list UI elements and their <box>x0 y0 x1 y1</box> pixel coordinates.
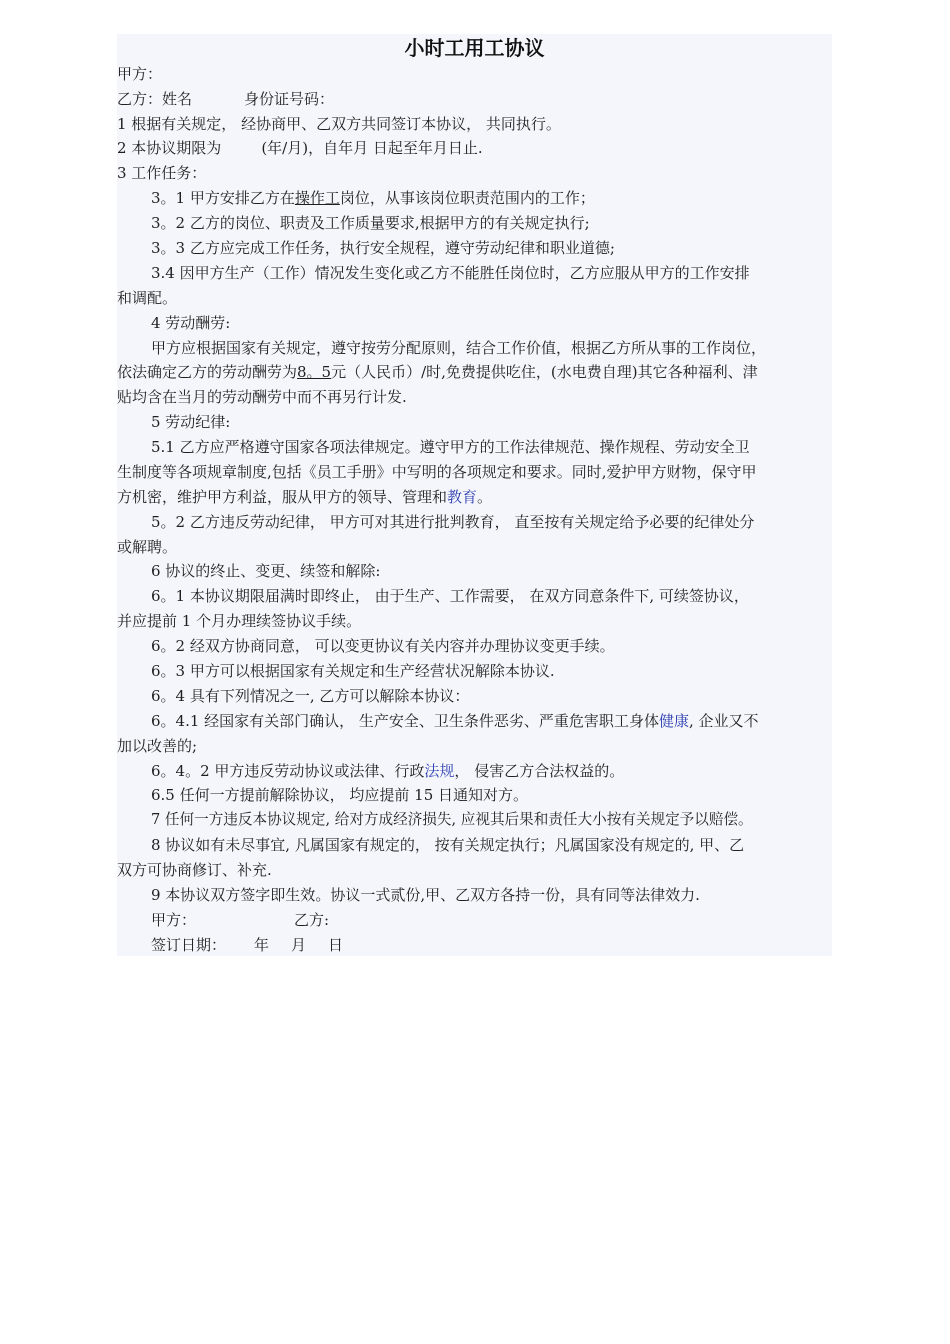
party-b-id-label: 身份证号码： <box>244 90 335 108</box>
regulations-link[interactable]: 法规 <box>424 762 455 780</box>
clause-6-3: 6。3 甲方可以根据国家有关规定和生产经营状况解除本协议. <box>151 662 555 680</box>
clause-3-1-text-a: 3。1 甲方安排乙方在 <box>151 189 295 207</box>
health-link[interactable]: 健康 <box>658 712 689 730</box>
clause-2 <box>117 138 483 158</box>
hourly-wage: 8。5 <box>297 363 332 381</box>
clause-5-2-line1: 5。2 乙方违反劳动纪律， 甲方可对其进行批判教育， 直至按有关规定给予必要的纪律处分 <box>151 513 755 531</box>
signing-date-label: 签订日期： <box>151 936 227 954</box>
clause-8-line1: 8 协议如有未尽事宜, 凡属国家有规定的， 按有关规定执行；凡属国家没有规定的, 甲、乙 <box>151 836 745 854</box>
party-b-name-label: 乙方：姓名 <box>117 90 193 108</box>
clause-6-4-1-a: 6。4.1 经国家有关部门确认， 生产安全、卫生条件恶劣、严重危害职工身体 <box>151 712 659 730</box>
clause-3-2: 3。2 乙方的岗位、职责及工作质量要求,根据甲方的有关规定执行; <box>151 214 590 232</box>
signing-date-line <box>151 935 343 955</box>
clause-5-1-line3-b: 。 <box>477 488 493 506</box>
clause-6-1-line1: 6。1 本协议期限届满时即终止， 由于生产、工作需要， 在双方同意条件下, 可续签协议， <box>151 587 749 605</box>
clause-4-line1: 甲方应根据国家有关规定，遵守按劳分配原则，结合工作价值，根据乙方所从事的工作岗位， <box>151 339 767 357</box>
date-day-label: 日 <box>328 936 344 954</box>
clause-5-2-line2: 或解聘。 <box>117 538 178 556</box>
clause-9: 9 本协议双方签字即生效。协议一式贰份,甲、乙双方各持一份，具有同等法律效力. <box>151 886 700 904</box>
document-title: 小时工用工协议 <box>404 36 545 60</box>
clause-3-3: 3。3 乙方应完成工作任务，执行安全规程，遵守劳动纪律和职业道德; <box>151 239 615 257</box>
clause-6-1-line2: 并应提前 1 个月办理续签协议手续。 <box>117 612 362 630</box>
clause-5-1-line3-a: 方机密，维护甲方利益，服从甲方的领导、管理和 <box>117 488 448 506</box>
clause-4-title: 4 劳动酬劳: <box>151 314 231 332</box>
clause-4-line3: 贴均含在当月的劳动酬劳中而不再另行计发. <box>117 388 407 406</box>
clause-6-4-1-line2: 加以改善的; <box>117 737 198 755</box>
clause-4-line2-a: 依法确定乙方的劳动酬劳为 <box>117 363 298 381</box>
clause-7: 7 任何一方违反本协议规定, 给对方成经济损失, 应视其后果和责任大小按有关规定予以赔偿。 <box>151 811 753 828</box>
clause-6-5: 6.5 任何一方提前解除协议， 均应提前 15 日通知对方。 <box>151 786 529 804</box>
date-month-label: 月 <box>291 936 307 954</box>
clause-5-1-line2: 生制度等各项规章制度,包括《员工手册》中写明的各项规定和要求。同时,爱护甲方财物，保守甲 <box>117 463 757 481</box>
clause-4-line2 <box>117 362 758 382</box>
clause-4-line2-b: 元（人民币）/时,免费提供吃住，(水电费自理)其它各种福利、津 <box>331 363 758 381</box>
clause-3-1-position: 操作工 <box>294 189 340 207</box>
signature-line <box>151 910 329 930</box>
clause-8-line2: 双方可协商修订、补充. <box>117 861 272 879</box>
agreement-document <box>117 34 832 956</box>
clause-2-right: (年/月)，自年月 日起至年月日止. <box>261 139 483 157</box>
clause-6-4-2 <box>151 761 624 781</box>
clause-3-title: 3 工作任务： <box>117 164 207 182</box>
party-a-signature-label: 甲方： <box>151 911 197 929</box>
clause-6-4-1-b: , 企业又不 <box>688 712 759 730</box>
party-b-line <box>117 89 334 109</box>
clause-6-title: 6 协议的终止、变更、续签和解除: <box>151 562 381 580</box>
clause-5-1-line3 <box>117 487 492 507</box>
party-b-signature-label: 乙方: <box>294 911 330 929</box>
clause-6-4-2-b: ， 侵害乙方合法权益的。 <box>454 762 625 780</box>
clause-3-4-line1: 3.4 因甲方生产（工作）情况发生变化或乙方不能胜任岗位时，乙方应服从甲方的工作安排 <box>151 264 750 282</box>
clause-5-1-line1: 5.1 乙方应严格遵守国家各项法律规定。遵守甲方的工作法律规范、操作规程、劳动安全卫 <box>151 438 750 456</box>
clause-3-1-text-b: 岗位，从事该岗位职责范围内的工作； <box>339 189 595 207</box>
clause-6-2: 6。2 经双方协商同意， 可以变更协议有关内容并办理协议变更手续。 <box>151 637 615 655</box>
date-year-label: 年 <box>254 936 270 954</box>
clause-6-4: 6。4 具有下列情况之一, 乙方可以解除本协议： <box>151 687 470 705</box>
party-a-line: 甲方： <box>117 65 163 83</box>
education-link[interactable]: 教育 <box>447 488 478 506</box>
clause-1: 1 根据有关规定， 经协商甲、乙双方共同签订本协议， 共同执行。 <box>117 115 561 133</box>
clause-3-4-line2: 和调配。 <box>117 289 178 307</box>
clause-2-left: 2 本协议期限为 <box>117 139 222 157</box>
clause-6-4-2-a: 6。4。2 甲方违反劳动协议或法律、行政 <box>151 762 425 780</box>
clause-6-4-1-line1 <box>151 711 759 731</box>
clause-5-title: 5 劳动纪律: <box>151 413 231 431</box>
clause-3-1 <box>151 188 595 208</box>
